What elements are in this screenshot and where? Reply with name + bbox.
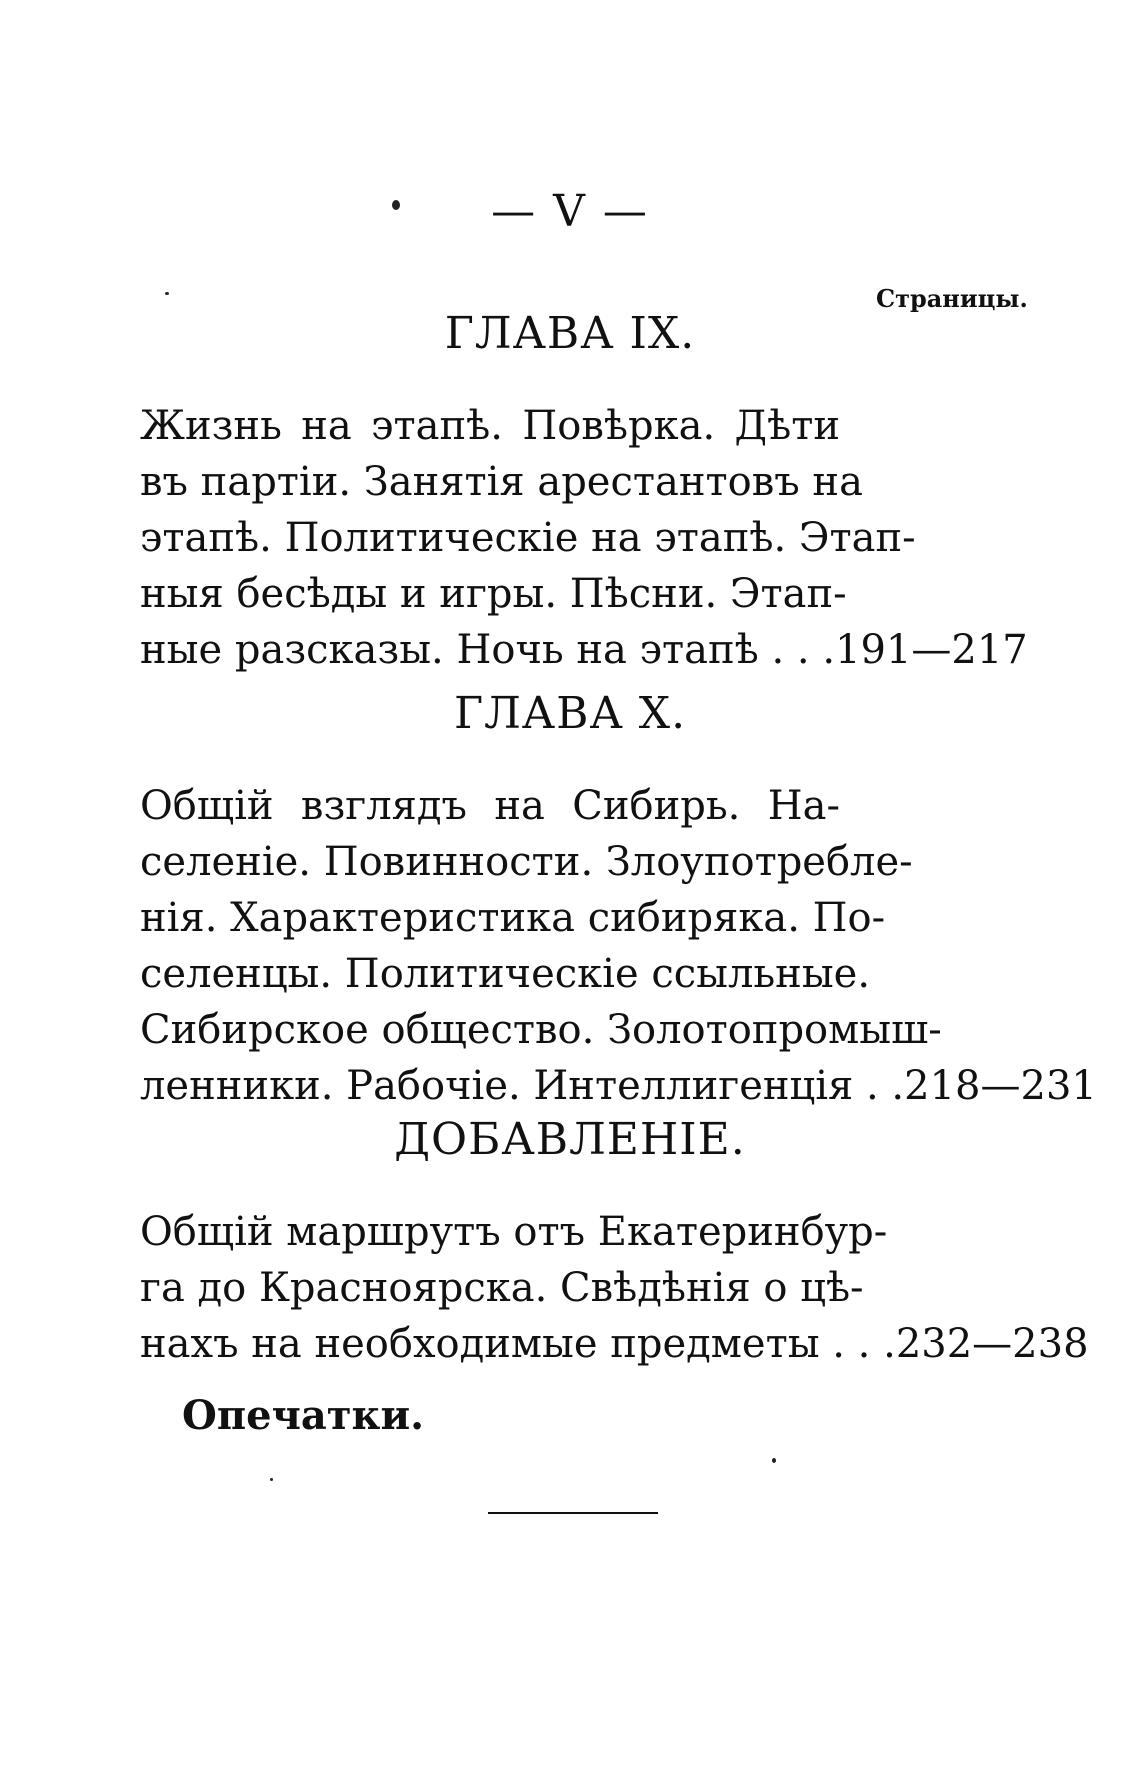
toc-entry-chapter-ix [140,398,1028,678]
toc-line: селенцы. Политическіе ссыльные. [140,951,871,997]
appendix-heading: ДОБАВЛЕНІЕ. [394,1114,746,1165]
toc-line: селеніе. Повинности. Злоупотребле- [140,839,913,885]
toc-last-line [140,622,1028,678]
toc-entry-chapter-x [140,778,1097,1114]
toc-last-line [140,1058,1097,1114]
page-range: 191—217 [835,627,1028,673]
toc-line: нахъ на необходимые предметы . . . [140,1321,896,1367]
toc-line: Общій взглядъ на Сибирь. На- [140,783,840,829]
ink-speck [772,1458,776,1463]
toc-line: Общій маршрутъ отъ Екатеринбур- [140,1209,888,1255]
page-range: 218—231 [904,1063,1097,1109]
toc-line: Сибирское общество. Золотопромыш- [140,1007,942,1053]
toc-line: нія. Характеристика сибиряка. По- [140,895,886,941]
toc-line: Жизнь на этапѣ. Повѣрка. Дѣти [140,403,840,449]
toc-entry-appendix [140,1204,1089,1372]
toc-line: ленники. Рабочіе. Интеллигенція . . [140,1063,905,1109]
toc-line: этапѣ. Политическіе на этапѣ. Этап- [140,515,916,561]
ink-speck [165,292,169,295]
chapter-heading-ix: ГЛАВА IX. [444,308,696,359]
toc-line: въ партіи. Занятія арестантовъ на [140,459,863,505]
ink-speck [392,200,400,210]
page-range: 232—238 [895,1321,1089,1367]
toc-last-line [140,1316,1089,1372]
page-number: — V — [491,186,649,237]
chapter-heading-x: ГЛАВА X. [453,688,687,739]
ink-speck [270,1478,273,1481]
toc-line: га до Красноярска. Свѣдѣнія о цѣ- [140,1265,864,1311]
closing-rule [488,1512,658,1514]
toc-line: ные разсказы. Ночь на этапѣ . . . [140,627,836,673]
toc-line: ныя бесѣды и игры. Пѣсни. Этап- [140,571,847,617]
pages-column-label: Страницы. [876,284,1028,313]
errata-entry: Опечатки. [182,1392,425,1439]
